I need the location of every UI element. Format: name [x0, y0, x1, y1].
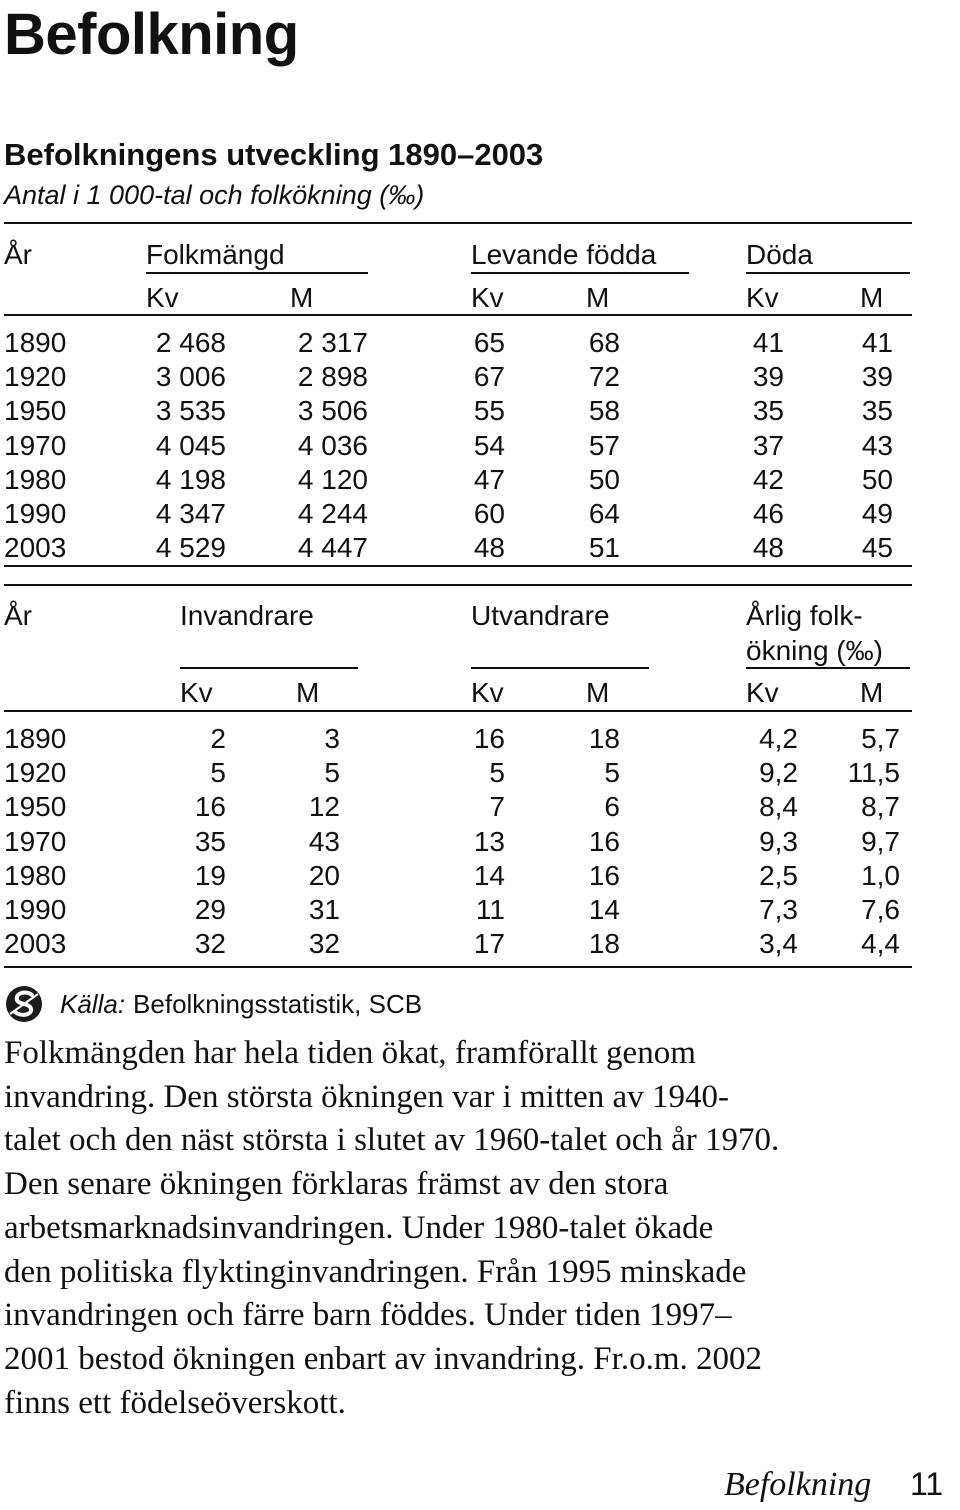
year-cell: 1990: [4, 894, 67, 925]
value-cell: 4 120: [297, 463, 368, 495]
group-header-folkmangd: Folkmängd: [146, 239, 285, 270]
year-cell: 2003: [4, 532, 67, 564]
value-cell: 39: [861, 361, 893, 393]
value-cell: 16: [588, 859, 620, 891]
group-header-levande-fodda: Levande födda: [471, 239, 657, 270]
source-label: Källa:: [60, 988, 126, 1019]
value-cell: 8,4: [759, 791, 798, 823]
table-bottom-rule: [4, 565, 912, 567]
table-bottom-rule: [4, 966, 912, 968]
value-cell: 2 317: [297, 327, 368, 358]
table-top-rule: [4, 222, 912, 224]
year-cell: 1990: [4, 498, 67, 529]
value-cell: 5: [604, 757, 620, 789]
value-cell: 12: [308, 791, 340, 823]
value-cell: 41: [861, 327, 893, 358]
group-header-arlig-folkokning-line2: ökning (‰): [746, 635, 883, 666]
value-cell: 32: [308, 928, 340, 960]
body-line: finns ett födelseöverskott.: [4, 1384, 346, 1421]
value-cell: 9,3: [759, 825, 798, 857]
body-line: Den senare ökningen förklaras främst av den stora: [4, 1166, 669, 1203]
value-cell: 31: [308, 894, 340, 925]
value-cell: 46: [752, 498, 784, 529]
value-cell: 29: [194, 894, 226, 925]
value-cell: 50: [861, 463, 893, 495]
section-title: Befolkningens utveckling 1890–2003: [4, 137, 544, 172]
value-cell: 18: [588, 723, 620, 754]
source-line: [4, 984, 422, 1024]
value-cell: 35: [861, 395, 893, 427]
value-cell: 4 447: [297, 532, 368, 564]
year-cell: 1890: [4, 723, 67, 754]
value-cell: 9,7: [861, 825, 900, 857]
value-cell: 4 198: [155, 463, 226, 495]
body-line: invandring. Den största ökningen var i mitten av 1940-: [4, 1078, 729, 1115]
group-underline: [746, 667, 910, 669]
value-cell: 35: [194, 825, 226, 857]
sub-header-m: M: [860, 282, 884, 313]
value-cell: 47: [473, 463, 505, 495]
scb-logo-icon: [4, 984, 46, 1024]
value-cell: 11: [475, 894, 505, 925]
value-cell: 17: [473, 928, 505, 960]
value-cell: 14: [588, 894, 620, 925]
value-cell: 11,5: [847, 757, 900, 789]
year-cell: 1980: [4, 463, 67, 495]
year-cell: 1920: [4, 757, 67, 789]
value-cell: 4,4: [861, 928, 900, 960]
year-cell: 1980: [4, 859, 67, 891]
body-line: arbetsmarknadsinvandringen. Under 1980-talet ökade: [4, 1209, 714, 1246]
value-cell: 65: [473, 327, 505, 358]
footer-page-number: 11: [910, 1466, 944, 1502]
year-cell: 1920: [4, 361, 67, 393]
value-cell: 3: [324, 723, 340, 754]
value-cell: 3 535: [155, 395, 226, 427]
group-header-doda: Döda: [746, 239, 813, 270]
value-cell: 43: [308, 825, 340, 857]
value-cell: 5: [210, 757, 226, 789]
value-cell: 4 045: [155, 429, 226, 461]
value-cell: 9,2: [759, 757, 798, 789]
footer-section-name: Befolkning: [724, 1466, 872, 1503]
sub-header-m: M: [586, 677, 610, 708]
body-paragraph: [4, 1032, 944, 1425]
sub-header-m: M: [860, 677, 884, 708]
header-bottom-rule: [4, 314, 912, 316]
value-cell: 16: [588, 825, 620, 857]
value-cell: 3 506: [297, 395, 368, 427]
value-cell: 2: [210, 723, 226, 754]
value-cell: 1,0: [861, 859, 900, 891]
sub-header-m: M: [296, 677, 320, 708]
value-cell: 3,4: [759, 928, 798, 960]
value-cell: 13: [473, 825, 505, 857]
sub-header-m: M: [586, 282, 610, 313]
group-underline: [471, 667, 649, 669]
value-cell: 16: [194, 791, 226, 823]
value-cell: 4 244: [297, 498, 368, 529]
value-cell: 4,2: [759, 723, 798, 754]
value-cell: 64: [588, 498, 620, 529]
value-cell: 49: [861, 498, 893, 529]
value-cell: 4 036: [297, 429, 368, 461]
sub-header-kv: Kv: [746, 282, 779, 313]
sub-header-kv: Kv: [746, 677, 779, 708]
value-cell: 18: [588, 928, 620, 960]
value-cell: 3 006: [155, 361, 226, 393]
section-subtitle: Antal i 1 000-tal och folkökning (‰): [4, 180, 425, 210]
header-bottom-rule: [4, 710, 912, 712]
value-cell: 55: [473, 395, 505, 427]
value-cell: 5: [489, 757, 505, 789]
value-cell: 57: [588, 429, 620, 461]
value-cell: 14: [473, 859, 505, 891]
value-cell: 20: [308, 859, 340, 891]
table-top-rule: [4, 584, 912, 586]
group-header-invandrare: Invandrare: [180, 600, 314, 631]
value-cell: 48: [752, 532, 784, 564]
sub-header-m: M: [290, 282, 314, 313]
body-line: 2001 bestod ökningen enbart av invandring. Fr.o.m. 2002: [4, 1340, 762, 1377]
year-cell: 1890: [4, 327, 67, 358]
value-cell: 50: [588, 463, 620, 495]
value-cell: 67: [473, 361, 505, 393]
year-header: År: [4, 239, 32, 270]
group-underline: [471, 272, 689, 274]
value-cell: 48: [473, 532, 505, 564]
year-cell: 1970: [4, 825, 67, 857]
sub-header-kv: Kv: [180, 677, 213, 708]
value-cell: 2,5: [759, 859, 798, 891]
value-cell: 2 898: [297, 361, 368, 393]
year-cell: 2003: [4, 928, 67, 960]
value-cell: 45: [861, 532, 893, 564]
value-cell: 72: [588, 361, 620, 393]
sub-header-kv: Kv: [471, 677, 504, 708]
year-cell: 1970: [4, 429, 67, 461]
sub-header-kv: Kv: [146, 282, 179, 313]
value-cell: 7,3: [759, 894, 798, 925]
year-cell: 1950: [4, 395, 67, 427]
body-line: Folkmängden har hela tiden ökat, framförallt genom: [4, 1035, 696, 1071]
value-cell: 60: [473, 498, 505, 529]
year-cell: 1950: [4, 791, 67, 823]
value-cell: 8,7: [861, 791, 900, 823]
value-cell: 6: [604, 791, 620, 823]
value-cell: 19: [194, 859, 226, 891]
group-underline: [746, 272, 910, 274]
group-underline: [180, 667, 358, 669]
group-underline: [146, 272, 368, 274]
value-cell: 43: [861, 429, 893, 461]
body-line: den politiska flyktinginvandringen. Från 1995 minskade: [4, 1253, 747, 1290]
value-cell: 4 347: [155, 498, 226, 529]
body-line: invandringen och färre barn föddes. Under tiden 1997–: [4, 1297, 732, 1334]
value-cell: 39: [752, 361, 784, 393]
source-text: Befolkningsstatistik, SCB: [133, 988, 423, 1019]
group-header-arlig-folkokning: Årlig folk-: [746, 600, 863, 631]
value-cell: 54: [473, 429, 505, 461]
value-cell: 37: [752, 429, 784, 461]
value-cell: 2 468: [155, 327, 226, 358]
group-header-utvandrare: Utvandrare: [471, 600, 610, 631]
sub-header-kv: Kv: [471, 282, 504, 313]
value-cell: 51: [588, 532, 620, 564]
value-cell: 35: [752, 395, 784, 427]
page-title: Befolkning: [4, 2, 299, 67]
value-cell: 68: [588, 327, 620, 358]
value-cell: 41: [752, 327, 784, 358]
value-cell: 16: [473, 723, 505, 754]
year-header: År: [4, 600, 32, 631]
value-cell: 7: [489, 791, 505, 823]
value-cell: 4 529: [155, 532, 226, 564]
value-cell: 5,7: [861, 723, 900, 754]
value-cell: 58: [588, 395, 620, 427]
value-cell: 7,6: [861, 894, 900, 925]
value-cell: 5: [324, 757, 340, 789]
value-cell: 32: [194, 928, 226, 960]
value-cell: 42: [752, 463, 784, 495]
body-line: talet och den näst största i slutet av 1960-talet och år 1970.: [4, 1122, 780, 1159]
